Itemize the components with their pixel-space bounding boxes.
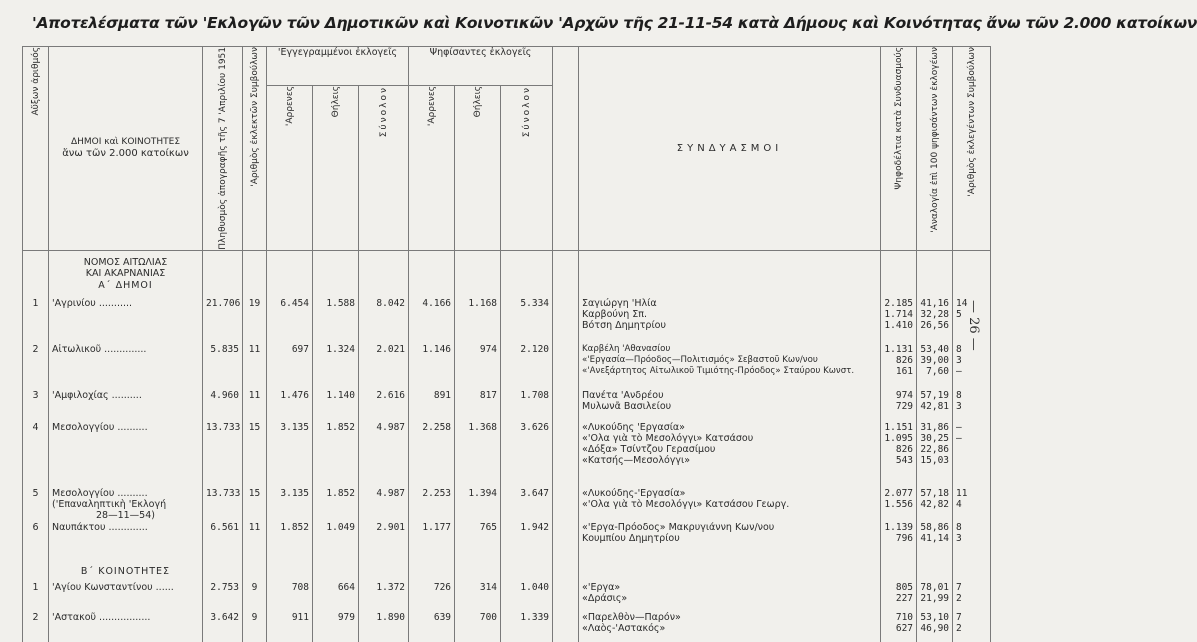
elected-header: 'Αριθμὸς ἐκλεγέντων Συμβούλων xyxy=(953,47,991,251)
municipality-name: 'Αμφιλοχίας .......... xyxy=(49,390,203,422)
reg-total-header: Σύνολον xyxy=(359,85,409,250)
population-header: Πληθυσμὸς ἀπογραφῆς τῆς 7 'Απριλίου 1951 xyxy=(203,47,243,251)
table-row: 1 'Αγίου Κωνσταντίνου ...... 2.753 9 708 664 1.372 726 314 1.040 «'Εργα» «Δράσις» 805 227 78,01 21,99 7 2 xyxy=(23,582,991,612)
alliance-list: Πανέτα 'Ανδρέου Μυλωνᾶ Βασιλείου xyxy=(579,390,881,422)
vot-total-header: Σύνολον xyxy=(501,85,553,250)
table-row: 2 Αἰτωλικοῦ .............. 5.835 11 697 1.324 2.021 1.146 974 2.120 Καρβέλη 'Αθανασίου «'Εργασία—Πρόοδος—Πολιτισμός» Σεβαστοῦ Κων/νου «'Ανεξάρτητος Αἰτωλικοῦ Τιμιότης-Πρόοδος» Σταύρου Κωνστ. 1.131 826 161 53,40 39,00 7,60 8 3 — xyxy=(23,344,991,390)
spacer-header xyxy=(553,47,579,251)
table-row: 5 Μεσολογγίου .......... ('Επαναληπτικὴ 'Εκλογή 28—11—54) 13.733 15 3.135 1.852 4.987 2.253 1.394 3.647 «Λυκούδης-'Εργασία» «'Ολα γιὰ τὸ Μεσολόγγι» Κατσάσου Γεωργ. 2.077 1.556 57,18 42,82 11 4 xyxy=(23,488,991,522)
municipality-name: 'Αγρινίου ........... xyxy=(49,298,203,344)
section-a-label: Α΄ ΔΗΜΟΙ xyxy=(49,280,203,298)
results-table xyxy=(22,46,991,642)
municipality-name: Αἰτωλικοῦ .............. xyxy=(49,344,203,390)
prefecture-row xyxy=(23,250,991,280)
alliance-list: «Λυκούδης-'Εργασία» «'Ολα γιὰ τὸ Μεσολόγγι» Κατσάσου Γεωργ. xyxy=(579,488,881,522)
percent-header: 'Αναλογία ἐπὶ 100 ψηφισάντων ἐκλογέων xyxy=(917,47,953,251)
municipality-name: Ναυπάκτου ............. xyxy=(49,522,203,560)
reg-men-header: 'Αρρενες xyxy=(267,85,313,250)
alliance-list: «'Εργα» «Δράσις» xyxy=(579,582,881,612)
table-row: 2 'Αστακοῦ ................. 3.642 9 911 979 1.890 639 700 1.339 «Παρελθὸν—Παρόν» «Λαὸς-'Αστακός» 710 627 53,10 46,90 7 2 xyxy=(23,612,991,642)
municipality-name: Μεσολογγίου .......... ('Επαναληπτικὴ 'Εκλογή 28—11—54) xyxy=(49,488,203,522)
serial-header: Αὔξων ἀριθμός xyxy=(23,47,49,251)
alliances-header: ΣΥΝΔΥΑΣΜΟΙ xyxy=(579,47,881,251)
table-row: 4 Μεσολογγίου .......... 13.733 15 3.135 1.852 4.987 2.258 1.368 3.626 «Λυκούδης 'Εργασία» «'Ολα γιὰ τὸ Μεσολόγγι» Κατσάσου «Δόξα» Τσίντζου Γερασίμου «Κατσής—Μεσολόγγι» 1.151 1.095 826 543 31,86 30,25 22,86 15,03 — — xyxy=(23,422,991,488)
municipalities-header: ΔΗΜΟΙ καὶ ΚΟΙΝΟΤΗΤΕΣ ἄνω τῶν 2.000 κατοίκων xyxy=(49,47,203,251)
seats-header: 'Αριθμὸς ἐκλεκτῶν Συμβούλων xyxy=(243,47,267,251)
table-row: 3 'Αμφιλοχίας .......... 4.960 11 1.476 1.140 2.616 891 817 1.708 Πανέτα 'Ανδρέου Μυλωνᾶ Βασιλείου 974 729 57,19 42,81 8 3 xyxy=(23,390,991,422)
vot-women-header: Θήλεις xyxy=(455,85,501,250)
registered-header: 'Εγγεγραμμένοι ἐκλογεῖς xyxy=(267,47,409,86)
section-b-row xyxy=(23,560,991,582)
alliance-list: «'Εργα-Πρόοδος» Μακρυγιάννη Κων/νου Κουμπίου Δημητρίου xyxy=(579,522,881,560)
table-row: 1 'Αγρινίου ........... 21.706 19 6.454 1.588 8.042 4.166 1.168 5.334 Σαγιώργη 'Ηλία Καρβούνη Σπ. Βότση Δημητρίου 2.185 1.714 1.410 41,16 32,28 26,56 14 5 xyxy=(23,298,991,344)
page-title: 'Αποτελέσματα τῶν 'Εκλογῶν τῶν Δημοτικῶν καὶ Κοινοτικῶν 'Αρχῶν τῆς 21-11-54 κατὰ Δήμους καὶ Κοινότητας ἄνω τῶν 2.000 κατοίκων xyxy=(32,14,1197,32)
header-row xyxy=(23,47,991,86)
prefecture-title: ΝΟΜΟΣ ΑΙΤΩΛΙΑΣ ΚΑΙ ΑΚΑΡΝΑΝΙΑΣ xyxy=(49,250,203,280)
municipality-name: 'Αστακοῦ ................. xyxy=(49,612,203,642)
table-row: 6 Ναυπάκτου ............. 6.561 11 1.852 1.049 2.901 1.177 765 1.942 «'Εργα-Πρόοδος» Μακρυγιάννη Κων/νου Κουμπίου Δημητρίου 1.139 796 58,86 41,14 8 3 xyxy=(23,522,991,560)
alliance-list: Καρβέλη 'Αθανασίου «'Εργασία—Πρόοδος—Πολιτισμός» Σεβαστοῦ Κων/νου «'Ανεξάρτητος Αἰτωλικοῦ Τιμιότης-Πρόοδος» Σταύρου Κωνστ. xyxy=(579,344,881,390)
alliance-votes-header: Ψηφοδέλτια κατὰ Συνδυασμούς xyxy=(881,47,917,251)
alliance-list: Σαγιώργη 'Ηλία Καρβούνη Σπ. Βότση Δημητρίου xyxy=(579,298,881,344)
section-a-row xyxy=(23,280,991,298)
municipality-name: Μεσολογγίου .......... xyxy=(49,422,203,488)
alliance-list: «Λυκούδης 'Εργασία» «'Ολα γιὰ τὸ Μεσολόγγι» Κατσάσου «Δόξα» Τσίντζου Γερασίμου «Κατσής—Μεσολόγγι» xyxy=(579,422,881,488)
reg-women-header: Θήλεις xyxy=(313,85,359,250)
municipality-name: 'Αγίου Κωνσταντίνου ...... xyxy=(49,582,203,612)
alliance-list: «Παρελθὸν—Παρόν» «Λαὸς-'Αστακός» xyxy=(579,612,881,642)
vot-men-header: 'Αρρενες xyxy=(409,85,455,250)
section-b-label: Β΄ ΚΟΙΝΟΤΗΤΕΣ xyxy=(49,560,203,582)
voted-header: Ψηφίσαντες ἐκλογεῖς xyxy=(409,47,553,86)
page-number: — 26 — xyxy=(966,300,981,351)
